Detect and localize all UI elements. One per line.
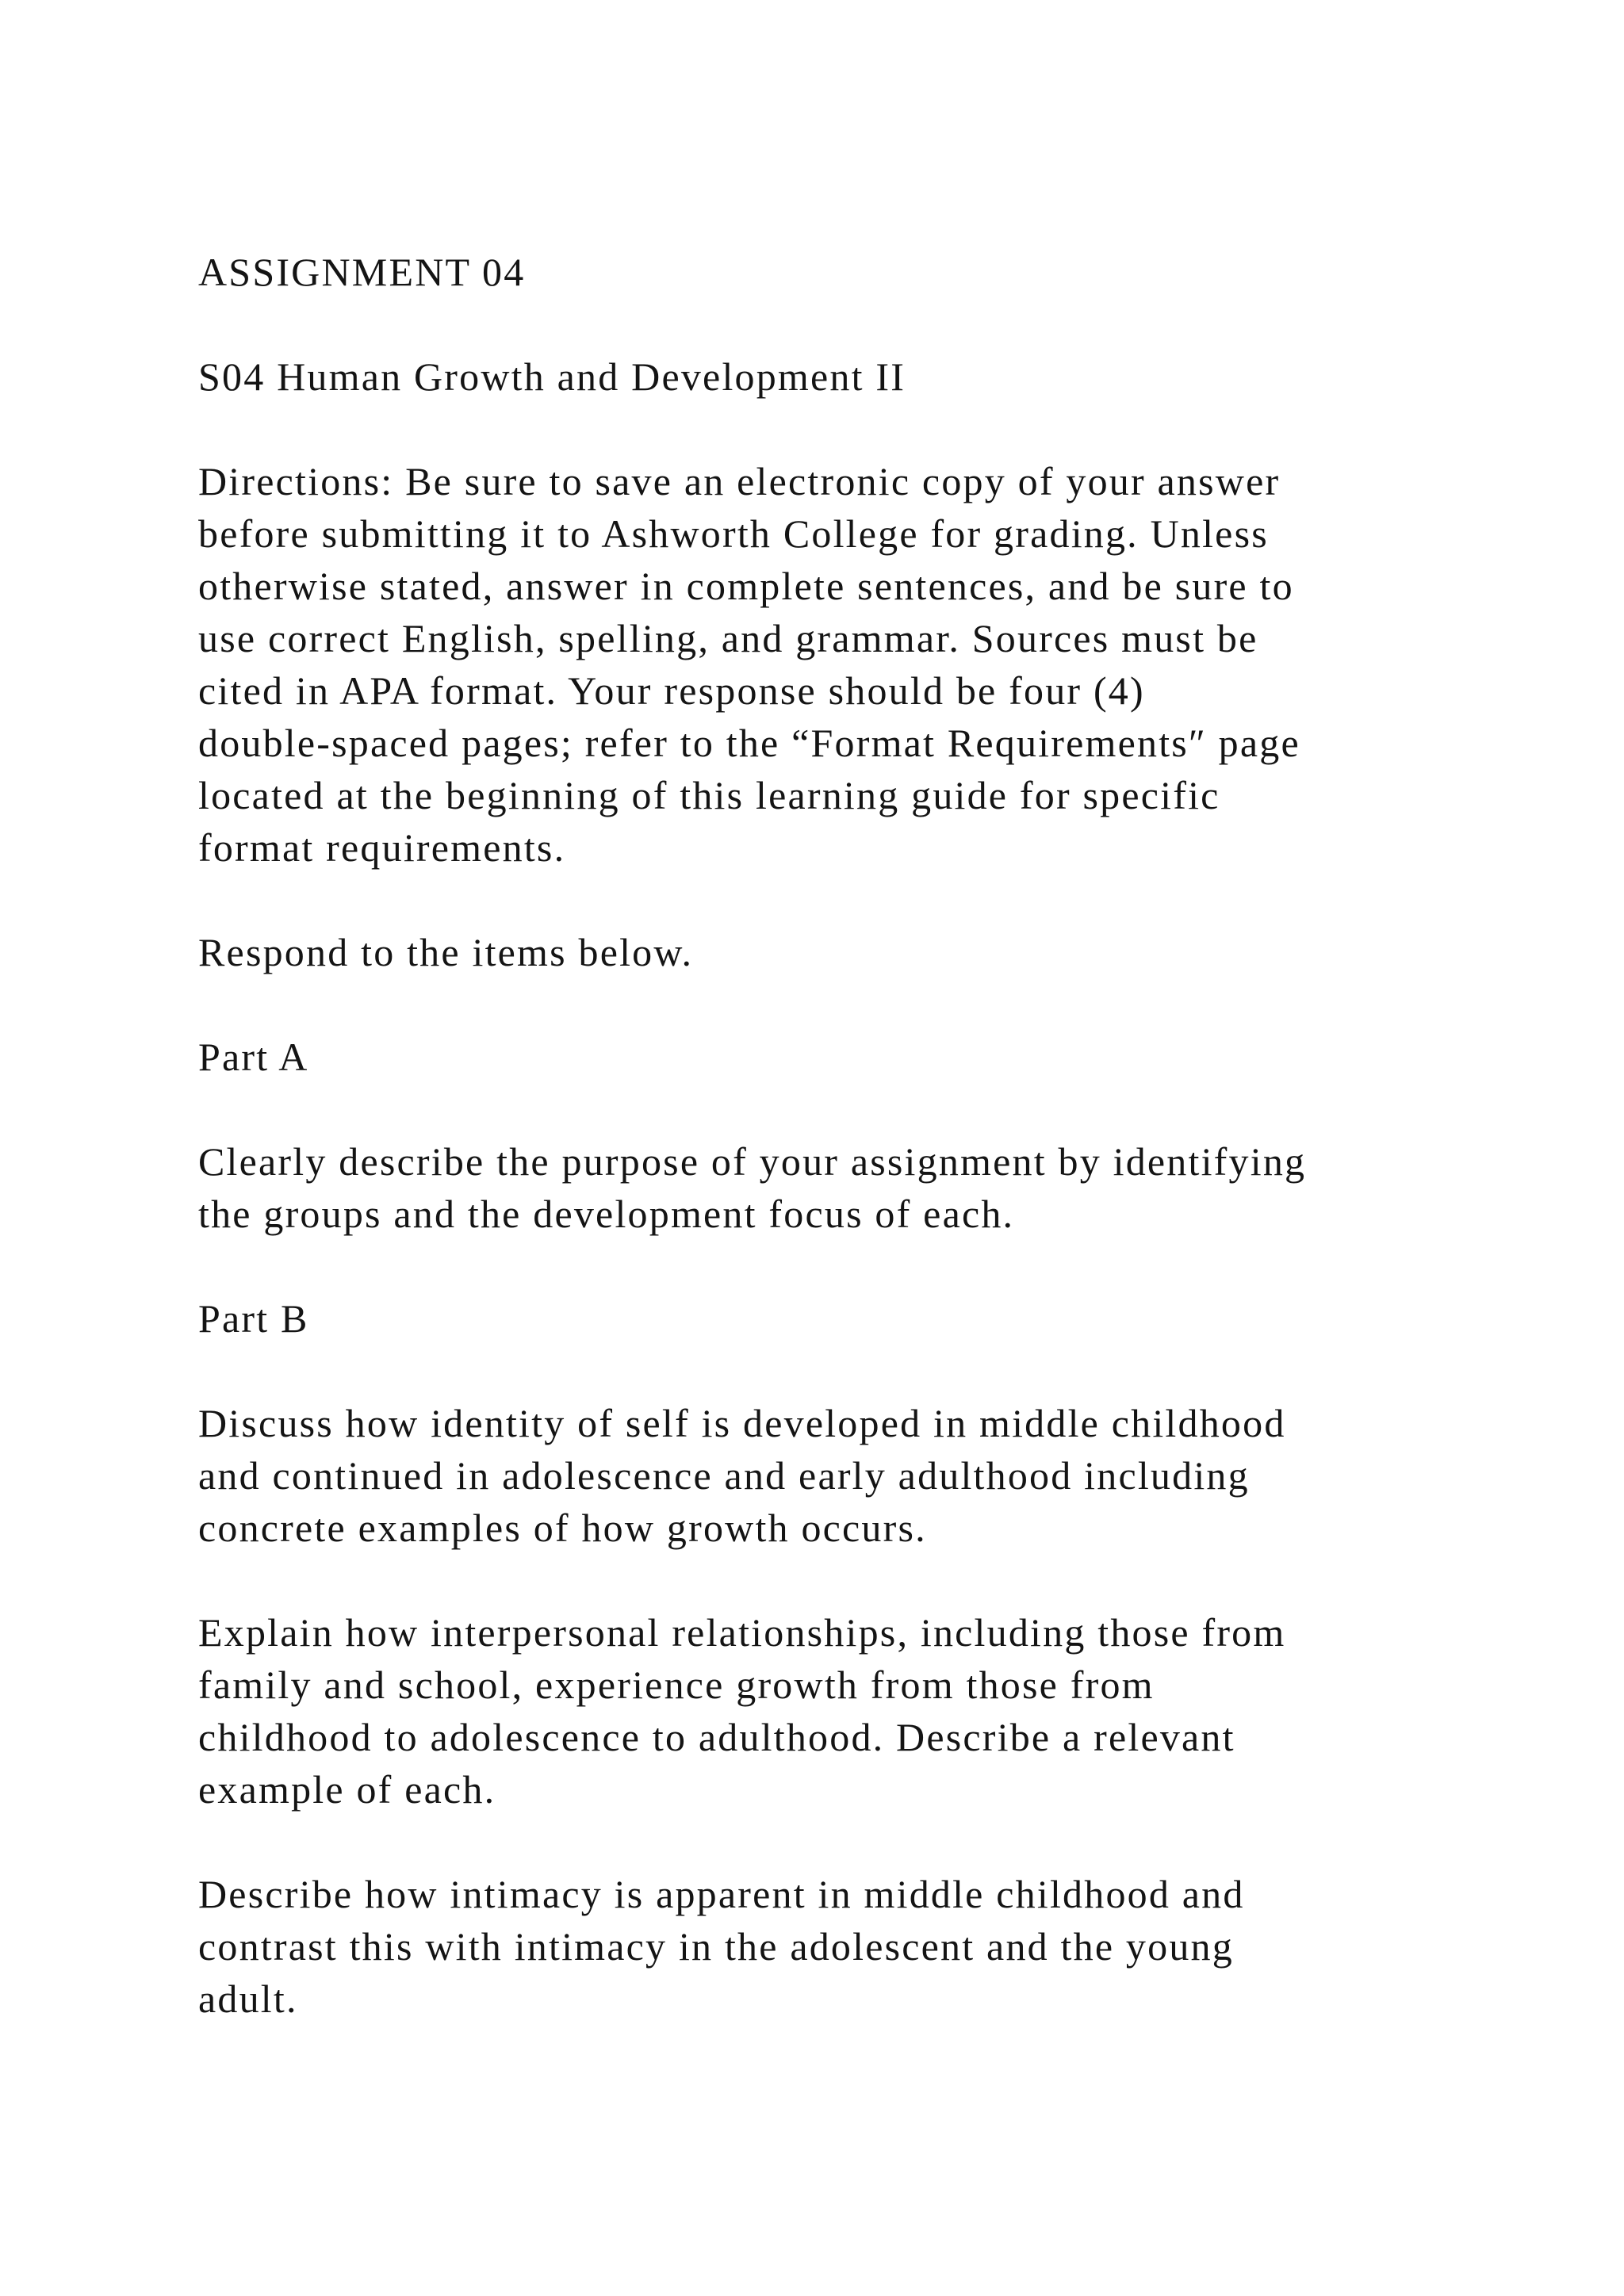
instruction-line: Respond to the items below. (198, 930, 694, 974)
part-b-item-intimacy: Describe how intimacy is apparent in middle childhood and contrast this with intimacy in the adolescent and the young adult. (198, 1872, 1245, 2021)
part-a-heading: Part A (198, 1035, 309, 1079)
part-b-item-relationships: Explain how interpersonal relationships, including those from family and school, experience growth from those from childhood to adolescence to adulthood. Describe a relevant example of each. (198, 1610, 1286, 1812)
part-b-item-identity: Discuss how identity of self is developed in middle childhood and continued in adolescence and early adulthood including concrete examples of how growth occurs. (198, 1401, 1286, 1550)
course-title: S04 Human Growth and Development II (198, 354, 906, 399)
directions-paragraph: Directions: Be sure to save an electronic copy of your answer before submitting it to Ashworth College for grading. Unless otherwise stated, answer in complete sentences, and be sure to use correct English, spelling, and grammar. Sources must be cited in APA format. Your response should be four (4) double-spaced pages; refer to the “Format Requirements″ page located at the beginning of this learning guide for specific format requirements. (198, 459, 1300, 870)
part-b-heading: Part B (198, 1296, 309, 1341)
part-a-text: Clearly describe the purpose of your assignment by identifying the groups and the development focus of each. (198, 1139, 1307, 1236)
document-body (198, 246, 1435, 2077)
assignment-title: ASSIGNMENT 04 (198, 250, 526, 294)
